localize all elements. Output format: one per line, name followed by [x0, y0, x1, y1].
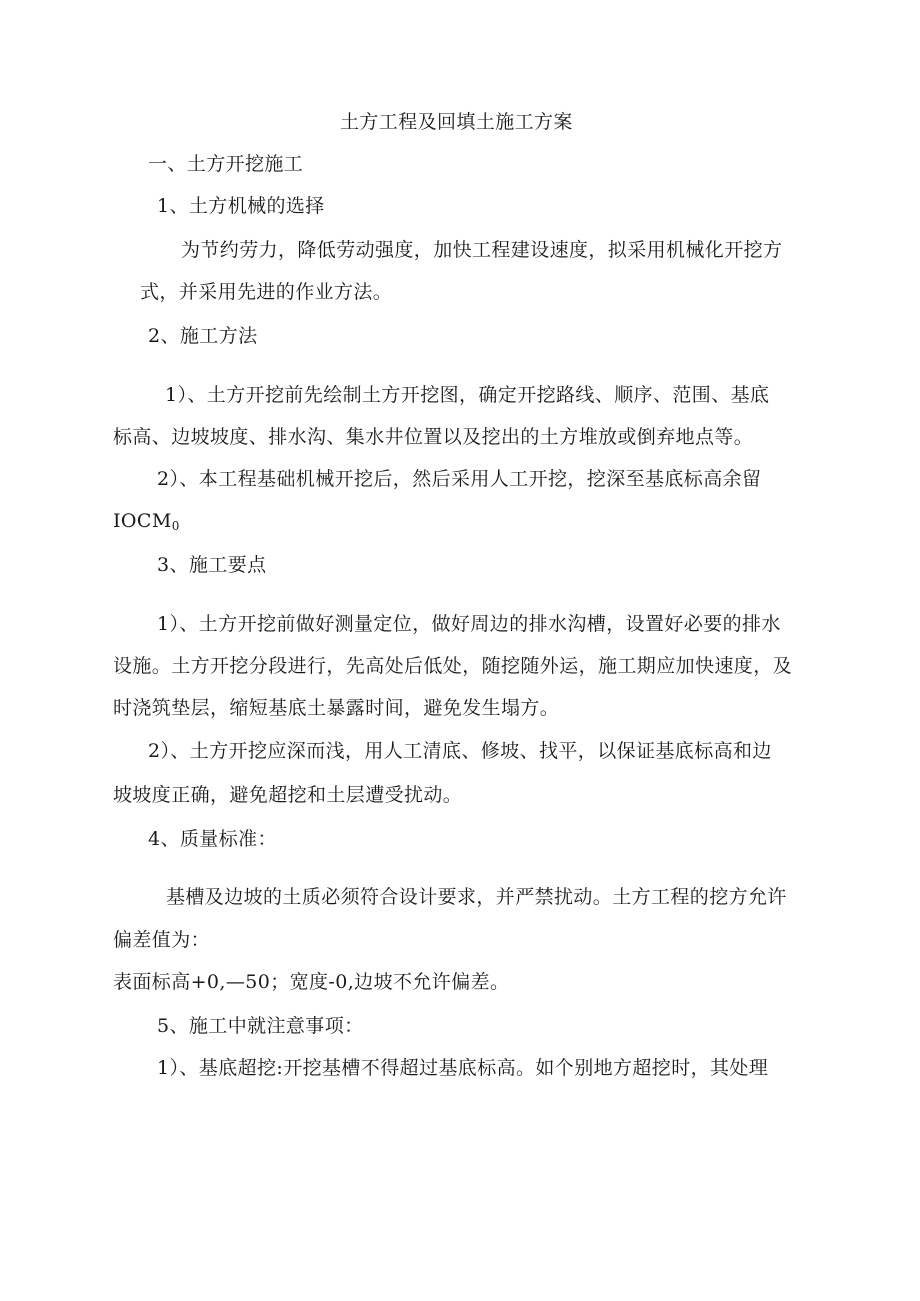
paragraph-line: 设施。土方开挖分段进行，先高处后低处，随挖随外运，施工期应加快速度，及	[113, 655, 793, 677]
iocm-value	[113, 509, 180, 533]
section-heading-1: 一、土方开挖施工	[148, 153, 304, 175]
subsection-heading-2: 2、施工方法	[148, 325, 258, 347]
subsection-heading-1-1: 1、土方机械的选择	[157, 195, 325, 217]
paragraph-line: 1）、土方开挖前做好测量定位，做好周边的排水沟槽，设置好必要的排水	[157, 613, 781, 635]
subsection-heading-3: 3、施工要点	[157, 554, 267, 576]
paragraph-line: 坡坡度正确，避免超挖和土层遭受扰动。	[113, 784, 463, 806]
paragraph-line: 为节约劳力，降低劳动强度，加快工程建设速度，拟采用机械化开挖方	[181, 239, 783, 261]
iocm-subscript: 0	[171, 519, 180, 533]
paragraph-line: 表面标高+0,—50；宽度-0,边坡不允许偏差。	[113, 971, 510, 993]
paragraph-line: 1）、土方开挖前先绘制土方开挖图，确定开挖路线、顺序、范围、基底	[165, 384, 770, 406]
subsection-heading-4: 4、质量标准：	[148, 828, 277, 850]
paragraph-line: 时浇筑垫层，缩短基底土暴露时间，避免发生塌方。	[113, 697, 560, 719]
document-title: 土方工程及回填土施工方案	[340, 111, 573, 133]
paragraph-line: 2）、本工程基础机械开挖后，然后采用人工开挖，挖深至基底标高余留	[157, 468, 762, 490]
iocm-main: IOCM	[113, 510, 172, 532]
paragraph-line: 2）、土方开挖应深而浅，用人工清底、修坡、找平，以保证基底标高和边	[148, 740, 772, 762]
paragraph-line: 1）、基底超挖:开挖基槽不得超过基底标高。如个别地方超挖时，其处理	[157, 1057, 769, 1079]
paragraph-line: 标高、边坡坡度、排水沟、集水井位置以及挖出的土方堆放或倒弃地点等。	[113, 426, 754, 448]
paragraph-line: 式，并采用先进的作业方法。	[140, 281, 393, 303]
paragraph-line: 偏差值为：	[113, 929, 211, 951]
paragraph-line: 基槽及边坡的土质必须符合设计要求，并严禁扰动。土方工程的挖方允许	[166, 886, 787, 908]
subsection-heading-5: 5、施工中就注意事项：	[157, 1015, 364, 1037]
